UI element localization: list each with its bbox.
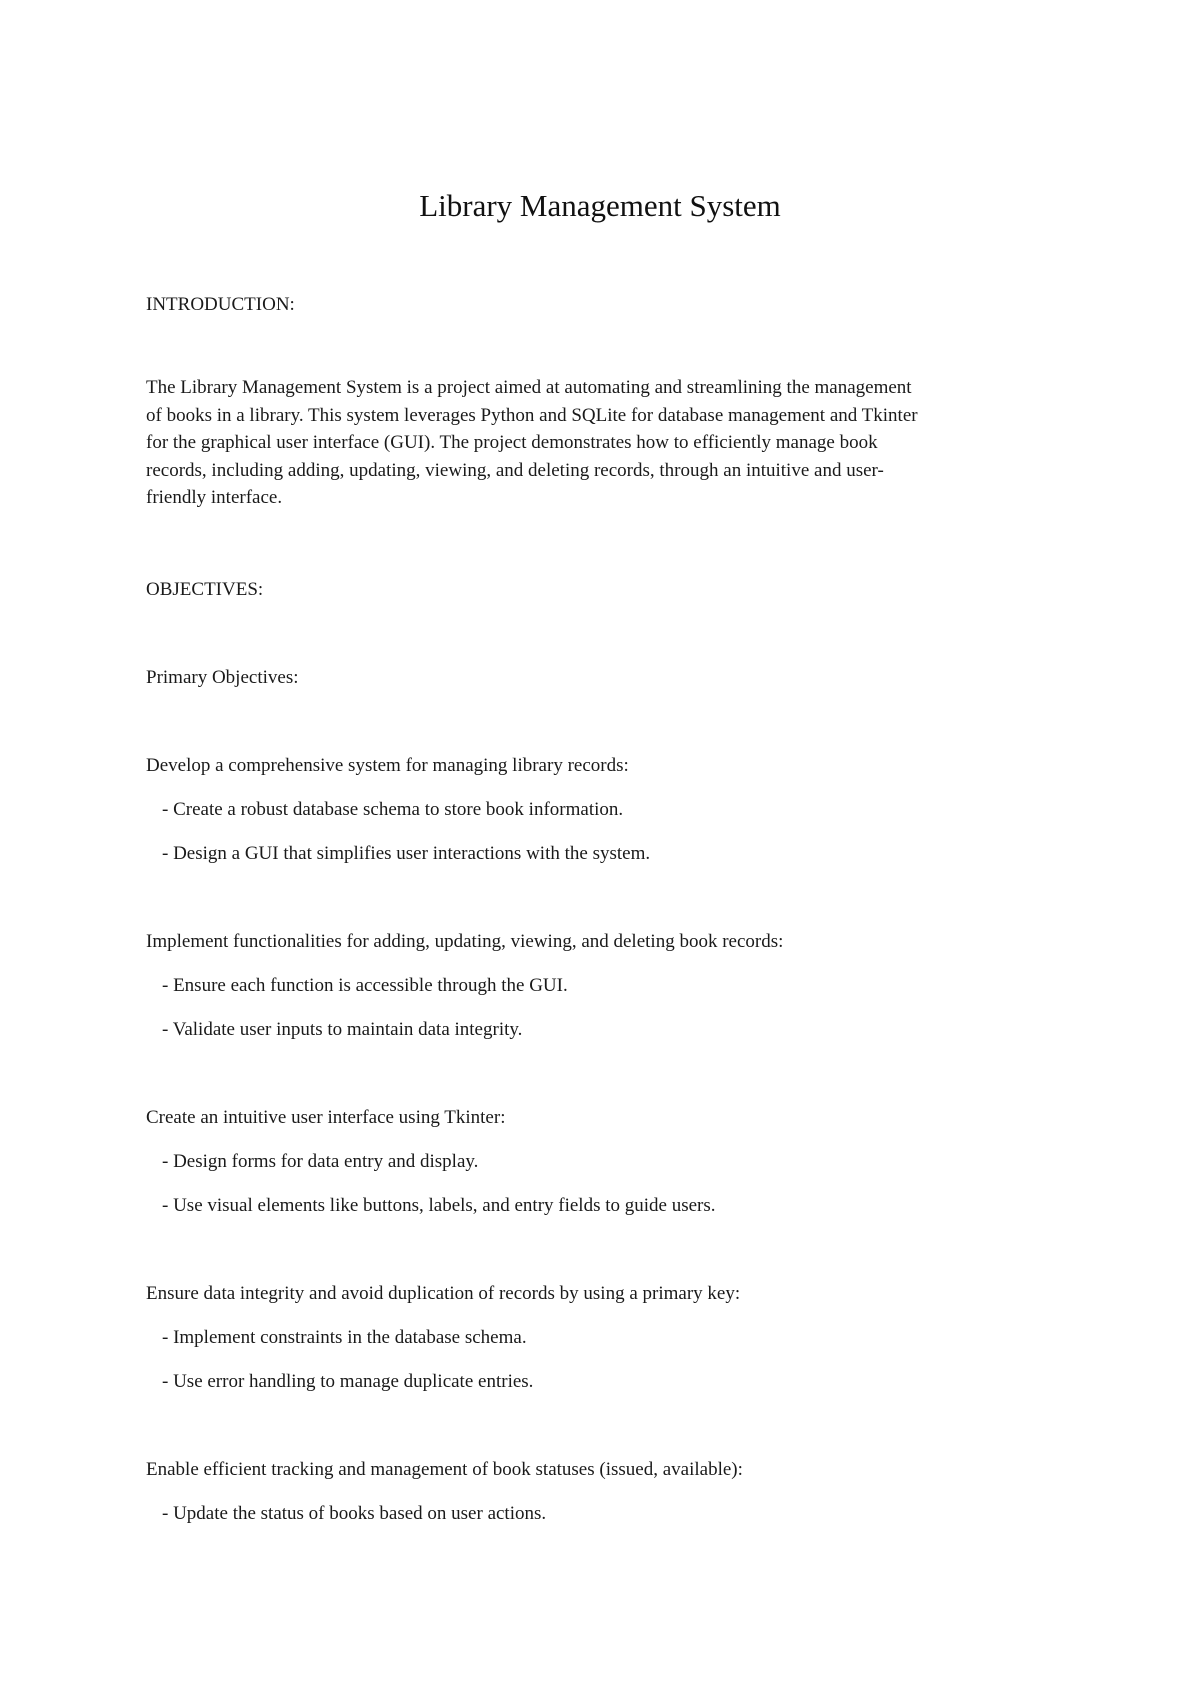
objective-item: - Design a GUI that simplifies user interactions with the system. xyxy=(162,843,651,864)
objective-title: Create an intuitive user interface using Tkinter: xyxy=(146,1107,506,1128)
introduction-heading: INTRODUCTION: xyxy=(146,294,295,315)
primary-objectives-heading: Primary Objectives: xyxy=(146,667,299,688)
objective-item: - Implement constraints in the database schema. xyxy=(162,1327,527,1348)
objective-title: Implement functionalities for adding, updating, viewing, and deleting book records: xyxy=(146,931,784,952)
objective-item: - Create a robust database schema to store book information. xyxy=(162,799,624,820)
introduction-paragraph xyxy=(146,374,1066,512)
objective-item: - Update the status of books based on user actions. xyxy=(162,1503,547,1524)
objective-item: - Validate user inputs to maintain data integrity. xyxy=(162,1019,523,1040)
introduction-line: The Library Management System is a project aimed at automating and streamlining the management xyxy=(146,377,912,398)
objectives-heading: OBJECTIVES: xyxy=(146,579,264,600)
objective-item: - Use error handling to manage duplicate entries. xyxy=(162,1371,534,1392)
introduction-line: records, including adding, updating, viewing, and deleting records, through an intuitive and user- xyxy=(146,459,884,481)
objective-title: Ensure data integrity and avoid duplication of records by using a primary key: xyxy=(146,1283,741,1304)
introduction-line: for the graphical user interface (GUI). The project demonstrates how to efficiently manage book xyxy=(146,432,878,454)
document-title: Library Management System xyxy=(419,188,781,223)
introduction-line: of books in a library. This system leverages Python and SQLite for database management and Tkinter xyxy=(146,404,918,426)
objective-title: Enable efficient tracking and management of book statuses (issued, available): xyxy=(146,1459,743,1480)
objective-item: - Ensure each function is accessible through the GUI. xyxy=(162,975,568,996)
objective-item: - Use visual elements like buttons, labels, and entry fields to guide users. xyxy=(162,1195,716,1216)
introduction-line: friendly interface. xyxy=(146,487,283,509)
objective-title: Develop a comprehensive system for managing library records: xyxy=(146,755,629,776)
objective-item: - Design forms for data entry and display. xyxy=(162,1151,479,1172)
